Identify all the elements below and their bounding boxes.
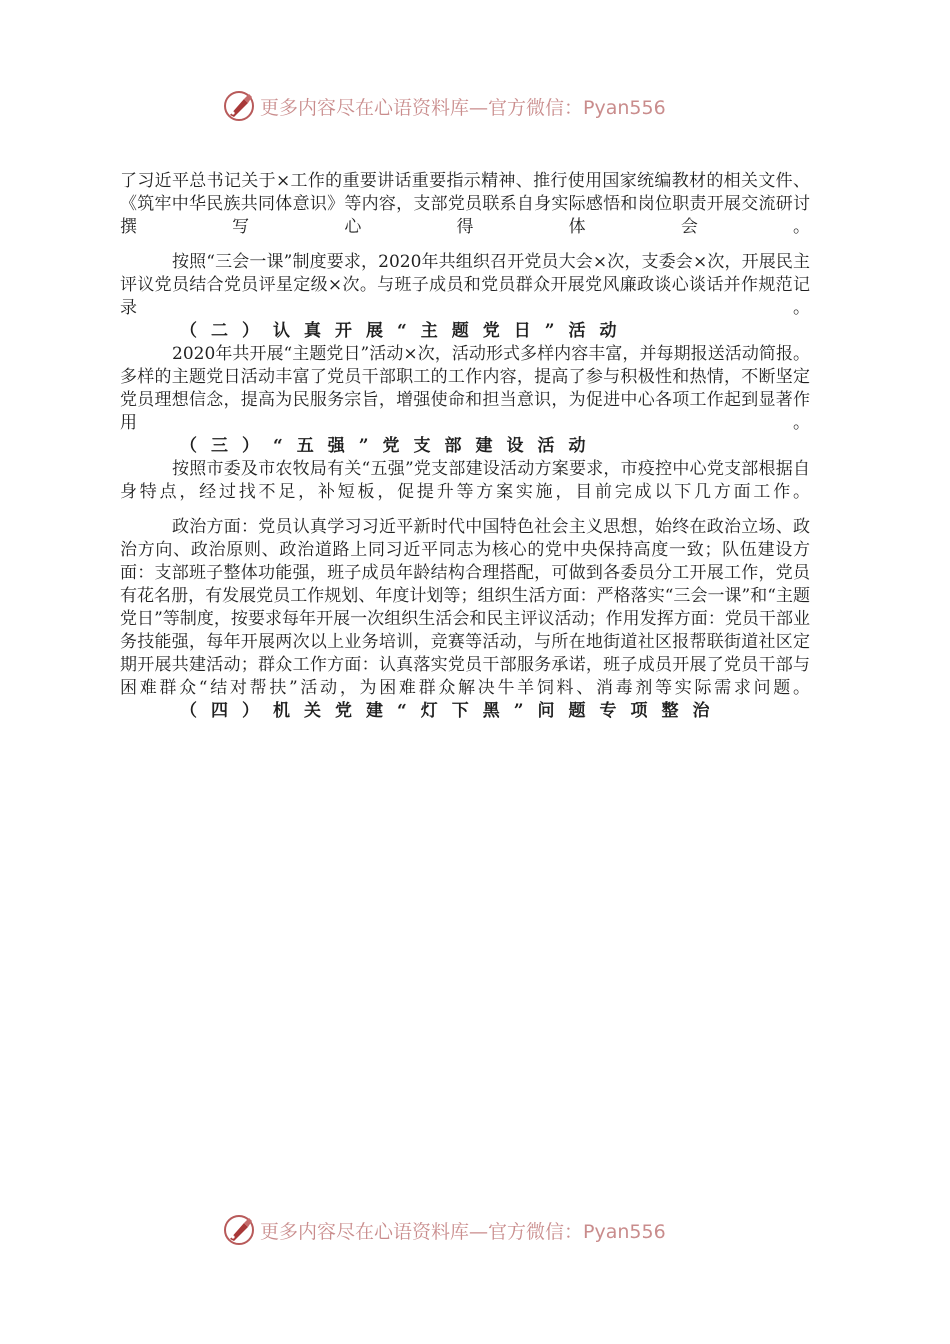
watermark-text: 更多内容尽在心语资料库—官方微信：Pyan556	[260, 1220, 666, 1243]
pen-nib-logo-icon	[222, 1213, 256, 1247]
document-body	[120, 170, 810, 723]
paragraph-five-strong-details: 政治方面：党员认真学习习近平新时代中国特色社会主义思想，始终在政治立场、政治方向、政治原则、政治道路上同习近平同志为核心的党中央保持高度一致；队伍建设方面：支部班子整体功能强，班子成员年龄结构合理搭配，可做到各委员分工开展工作，党员有花名册，有发展党员工作规划、年度计划等；组织生活方面：严格落实“三会一课”和“主题党日”等制度，按要求每年开展一次组织生活会和民主评议活动；作用发挥方面：党员干部业务技能强，每年开展两次以上业务培训，竞赛等活动，与所在地街道社区报帮联街道社区定期开展共建活动；群众工作方面：认真落实党员干部服务承诺，班子成员开展了党员干部与困难群众“结对帮扶”活动，为困难群众解决牛羊饲料、消毒剂等实际需求问题。	[120, 517, 810, 698]
heading-five-strong: （三）“五强”党支部建设活动	[180, 436, 600, 456]
watermark-text: 更多内容尽在心语资料库—官方微信：Pyan556	[260, 96, 666, 119]
pen-nib-logo-icon	[222, 89, 256, 123]
heading-theme-day: （二）认真开展“主题党日”活动	[180, 321, 631, 341]
heading-special-rectification: （四）机关党建“灯下黑”问题专项整治	[180, 701, 724, 721]
paragraph-five-strong: 按照市委及市农牧局有关“五强”党支部建设活动方案要求，市疫控中心党支部根据自身特点，经过找不足，补短板，促提升等方案实施，目前完成以下几方面工作。	[120, 459, 810, 502]
watermark-banner-top	[222, 88, 742, 124]
watermark-banner-bottom	[222, 1212, 742, 1248]
paragraph-theme-day: 2020年共开展“主题党日”活动×次，活动形式多样内容丰富，并每期报送活动简报。多样的主题党日活动丰富了党员干部职工的工作内容，提高了参与积极性和热情，不断坚定党员理想信念，提高为民服务宗旨，增强使命和担当意识，为促进中心各项工作起到显著作用。	[120, 344, 810, 433]
paragraph-three-meetings: 按照“三会一课”制度要求，2020年共组织召开党员大会×次，支委会×次，开展民主评议党员结合党员评星定级×次。与班子成员和党员群众开展党风廉政谈心谈话并作规范记录。	[120, 252, 810, 318]
paragraph-study: 了习近平总书记关于×工作的重要讲话重要指示精神、推行使用国家统编教材的相关文件、《筑牢中华民族共同体意识》等内容，支部党员联系自身实际感悟和岗位职责开展交流研讨撰写心得体会。	[120, 171, 810, 237]
